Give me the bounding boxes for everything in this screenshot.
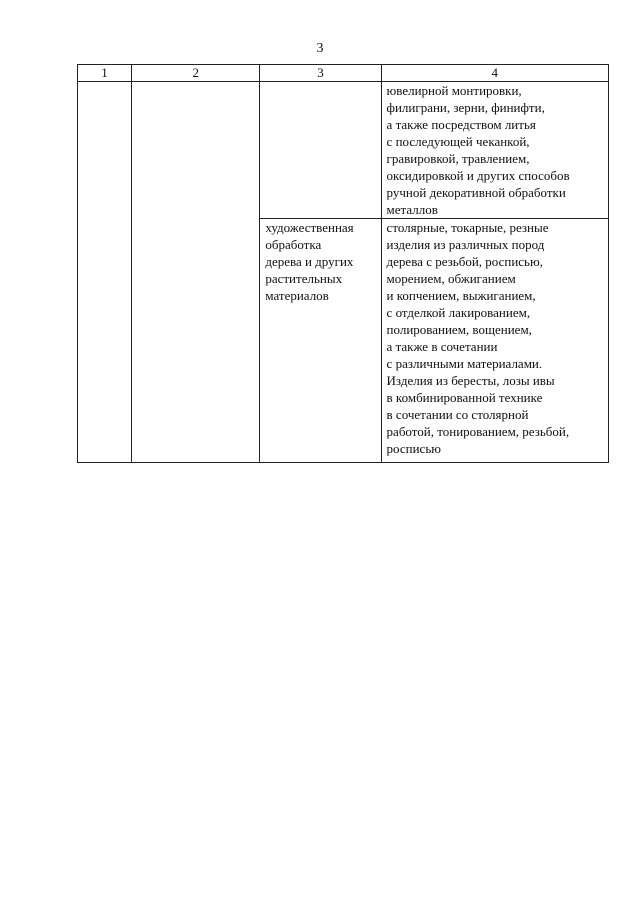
header-cell-2: 2: [132, 65, 260, 82]
text-line: с различными материалами.: [386, 356, 543, 371]
text-line: металлов: [386, 202, 438, 217]
text-line: оксидировкой и других способов: [386, 168, 570, 183]
text-line: изделия из различных пород: [386, 237, 545, 252]
text-line: растительных: [265, 271, 343, 286]
text-line: и копчением, выжиганием,: [386, 288, 536, 303]
row-cell-col3: [260, 219, 381, 463]
row-cell-col3: [260, 82, 381, 219]
row-cell-col4: [381, 82, 608, 219]
text-line: а также посредством литья: [386, 117, 536, 132]
text-line: с отделкой лакированием,: [386, 305, 531, 320]
text-line: ручной декоративной обработки: [386, 185, 566, 200]
text-line: гравировкой, травлением,: [386, 151, 530, 166]
header-cell-4: 4: [381, 65, 608, 82]
text-line: в комбинированной технике: [386, 390, 543, 405]
text-line: ювелирной монтировки,: [386, 83, 522, 98]
document-table: [77, 64, 609, 463]
row-cell-col2: [132, 82, 260, 463]
text-line: столярные, токарные, резные: [386, 220, 549, 235]
text-line: художественная: [265, 220, 354, 235]
text-line: а также в сочетании: [386, 339, 498, 354]
text-line: полированием, вощением,: [386, 322, 532, 337]
page-number: 3: [316, 41, 324, 56]
text-line: дерева и других: [265, 254, 354, 269]
text-line: работой, тонированием, резьбой,: [386, 424, 570, 439]
text-line: обработка: [265, 237, 322, 252]
header-row: [78, 65, 609, 82]
text-line: в сочетании со столярной: [386, 407, 529, 422]
header-cell-3: 3: [260, 65, 381, 82]
header-cell-1: 1: [78, 65, 132, 82]
row-cell-col4: [381, 219, 608, 463]
text-line: филиграни, зерни, финифти,: [386, 100, 545, 115]
text-line: с последующей чеканкой,: [386, 134, 530, 149]
metal-works-description: [382, 82, 608, 218]
row-cell-col1: [78, 82, 132, 463]
wood-products-description: [382, 219, 608, 457]
wood-processing-category: [260, 219, 380, 304]
text-line: морением, обжиганием: [386, 271, 516, 286]
text-line: дерева с резьбой, росписью,: [386, 254, 543, 269]
table-row: [78, 82, 609, 219]
text-line: материалов: [265, 288, 329, 303]
text-line: Изделия из бересты, лозы ивы: [386, 373, 555, 388]
text-line: росписью: [386, 441, 441, 456]
